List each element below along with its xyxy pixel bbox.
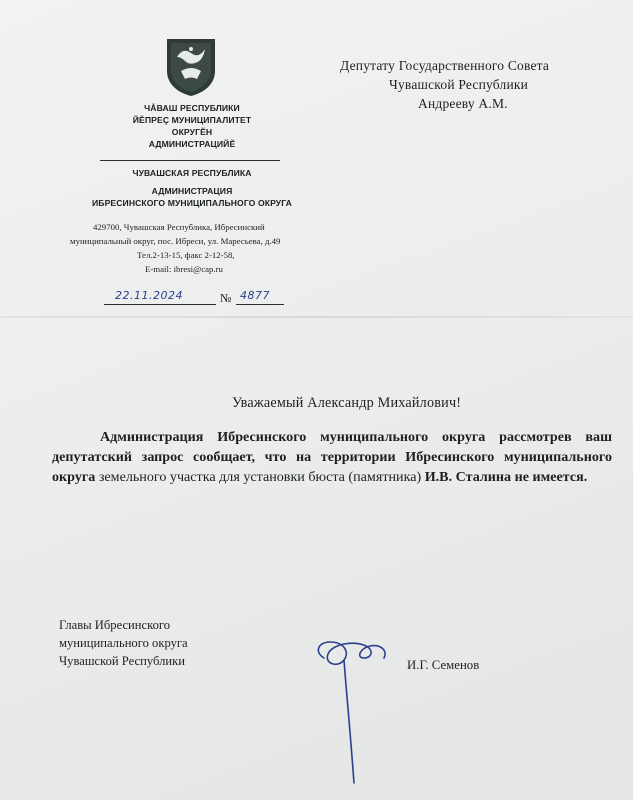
signer-name: И.Г. Семенов: [407, 658, 480, 672]
signature-title-line-3: Чувашской Республики: [59, 654, 185, 668]
greeting: Уважаемый Александр Михайлович!: [232, 395, 462, 411]
date-underline: [104, 304, 216, 305]
handwritten-date: 22.11.2024: [115, 289, 183, 302]
header-russian-line-1: ЧУВАШСКАЯ РЕСПУБЛИКА: [132, 168, 252, 178]
header-russian-line-3: ИБРЕСИНСКОГО МУНИЦИПАЛЬНОГО ОКРУГА: [92, 198, 292, 208]
address-line-3: Тел.2-13-15, факс 2-12-58,: [137, 250, 235, 260]
signature-title: [59, 616, 188, 670]
recipient-line-1: Депутату Государственного Совета: [340, 58, 550, 73]
handwritten-number: 4877: [240, 289, 270, 302]
recipient-line-2: Чувашской Республики: [389, 77, 529, 92]
address-line-1: 429700, Чувашская Республика, Ибресинский: [93, 222, 265, 232]
paper-fold: [0, 316, 633, 318]
header-chuvash-line-2: ЙĔПРЕÇ МУНИЦИПАЛИТЕТ: [132, 115, 252, 125]
signature-title-line-2: муниципального округа: [59, 636, 188, 650]
address-line-4: E-mail: ibresi@cap.ru: [145, 264, 223, 274]
coat-of-arms-emblem: [163, 37, 219, 97]
letter-body-tail: И.В. Сталина не имеется.: [424, 469, 588, 485]
signature-title-line-1: Главы Ибресинского: [59, 618, 171, 632]
letter-body-rest: земельного участка для установки бюста (памятника): [95, 469, 425, 485]
letter-body-lead: Администрация Ибресинского муниципального округа рассмотрев ваш депутатский запрос сообщает, что на территории Ибресинского муниципального округа: [52, 429, 612, 485]
address-line-2: муниципальный округ, пос. Ибреси, ул. Маресьева, д.49: [70, 236, 281, 246]
recipient-line-3: Андрееву А.М.: [418, 96, 508, 111]
header-chuvash-line-1: ЧĂВАШ РЕСПУБЛИКИ: [144, 103, 240, 113]
number-sign: №: [220, 291, 232, 305]
header-chuvash-line-3: ОКРУГĔН: [171, 127, 213, 137]
letter-body: [52, 427, 612, 487]
header-chuvash-line-4: АДМИНИСТРАЦИЙĔ: [148, 139, 236, 149]
number-underline: [236, 304, 284, 305]
header-russian-line-2: АДМИНИСТРАЦИЯ: [151, 186, 233, 196]
header-divider: [100, 160, 280, 161]
handwritten-signature: [310, 628, 400, 788]
